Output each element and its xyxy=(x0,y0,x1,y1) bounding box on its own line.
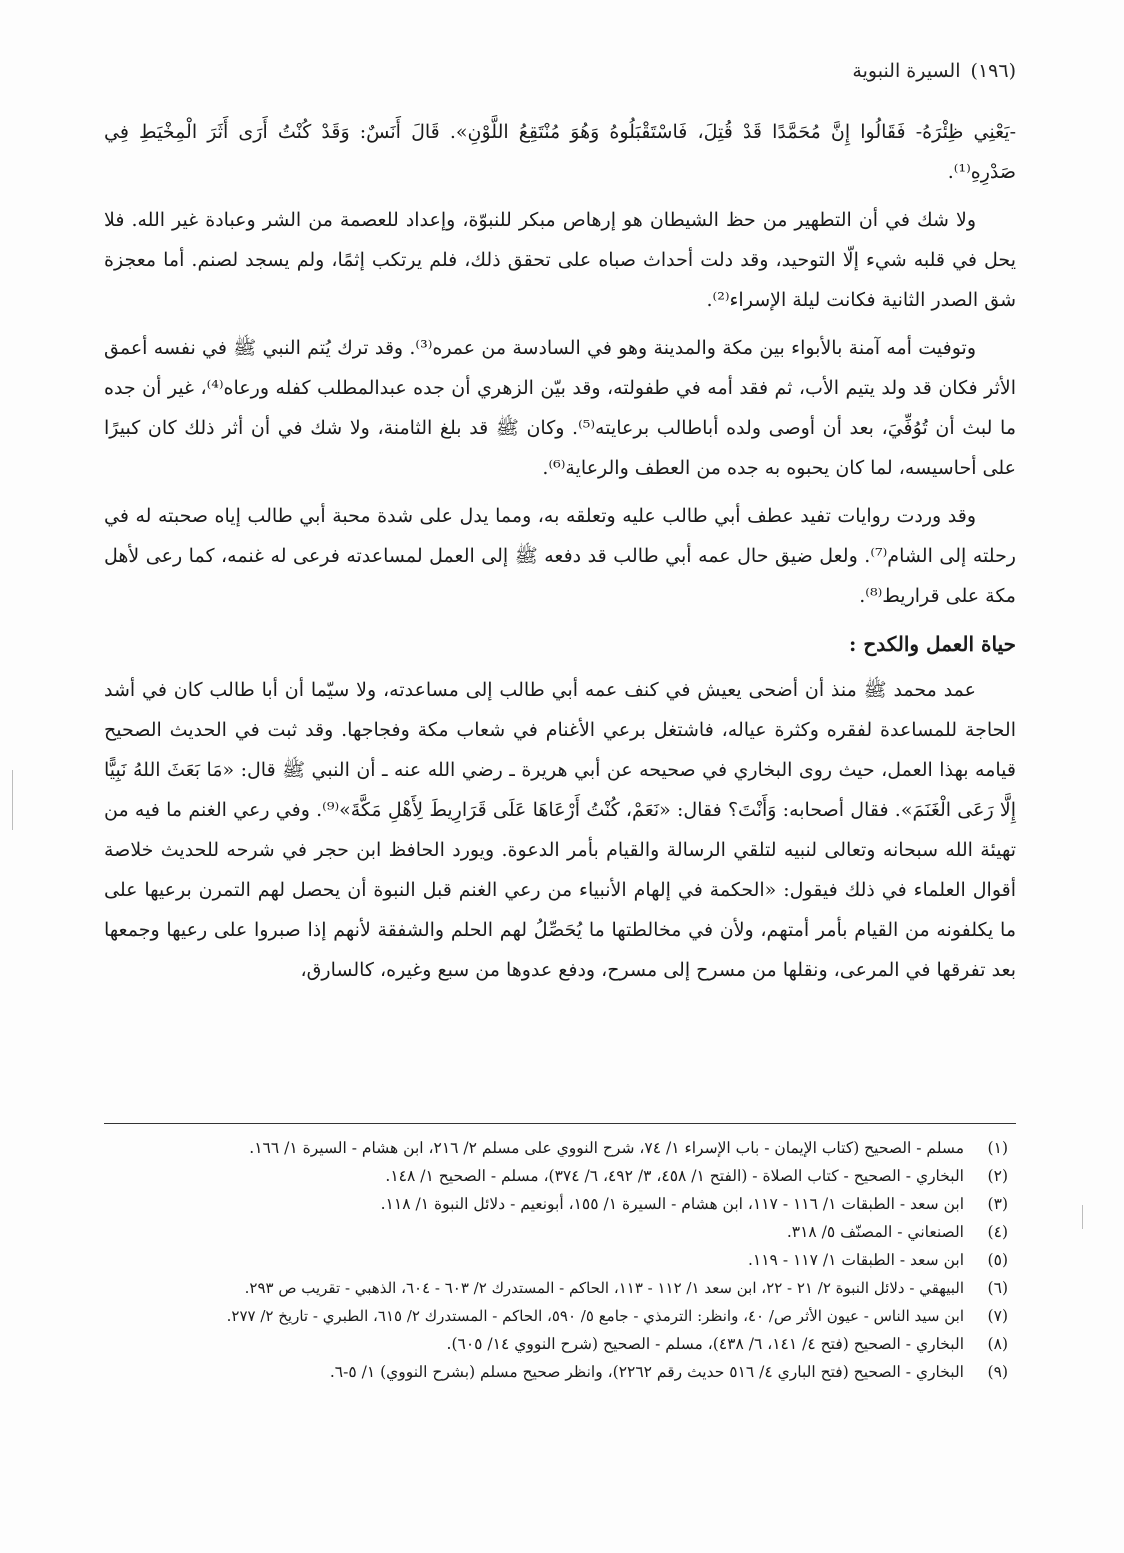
footnote-text: البخاري - الصحيح (فتح الباري ٤/ ٥١٦ حديث رقم ٢٢٦٢)، وانظر صحيح مسلم (بشرح النووي) ١/ ٥-٦. xyxy=(329,1363,964,1381)
footnote-text: البيهقي - دلائل النبوة ٢/ ٢١ - ٢٢، ابن سعد ١/ ١١٢ - ١١٣، الحاكم - المستدرك ٢/ ٦٠٣ - ٦٠٤، الذهبي - تقريب ص ٢٩٣. xyxy=(244,1279,964,1297)
footnote-number: (٥) xyxy=(987,1251,1008,1269)
footnote-number: (٧) xyxy=(987,1307,1008,1325)
scan-mark xyxy=(12,770,13,830)
section-heading: حياة العمل والكدح : xyxy=(848,632,1016,656)
footnote-text: الصنعاني - المصنّف ٥/ ٣١٨. xyxy=(786,1223,964,1241)
footnote-text: ابن سعد - الطبقات ١/ ١١٦ - ١١٧، ابن هشام - السيرة ١/ ١٥٥، أبونعيم - دلائل النبوة ١/ ١١٨. xyxy=(380,1195,964,1213)
footnote-1 xyxy=(104,1134,1016,1162)
footnote-4 xyxy=(104,1218,1016,1246)
footnote-separator xyxy=(104,1123,1016,1124)
footnote-text: مسلم - الصحيح (كتاب الإيمان - باب الإسراء ١/ ٧٤، شرح النووي على مسلم ٢/ ٢١٦، ابن هشام - السيرة ١/ ١٦٦. xyxy=(249,1139,964,1157)
footnote-number: (٩) xyxy=(987,1363,1008,1381)
main-text xyxy=(104,112,1016,998)
footnote-number: (٦) xyxy=(987,1279,1008,1297)
footnote-number: (٤) xyxy=(987,1223,1008,1241)
footnote-number: (٢) xyxy=(987,1167,1008,1185)
page-number: (١٩٦) xyxy=(970,60,1016,82)
running-header xyxy=(852,58,1016,84)
paragraph-2: ولا شك في أن التطهير من حظ الشيطان هو إرهاص مبكر للنبوّة، وإعداد للعصمة من الشر وعبادة غير الله. فلا يحل في قلبه شيء إلّا التوحيد، وقد دلت أحداث صباه على تحقق ذلك، فلم يرتكب إثمًا، ولم يسجد لصنم. أما معجزة شق الصدر الثانية فكانت ليلة الإسراء⁽²⁾. xyxy=(104,209,1016,311)
footnote-text: البخاري - الصحيح (فتح ٤/ ١٤١، ٦/ ٤٣٨)، مسلم - الصحيح (شرح النووي ١٤/ ٦٠٥). xyxy=(446,1335,964,1353)
footnote-2 xyxy=(104,1162,1016,1190)
paragraph-1: -يَعْنِي ظِئْرَهُ- فَقَالُوا إِنَّ مُحَمَّدًا قَدْ قُتِلَ، فَاسْتَقْبَلُوهُ وَهُوَ مُنْتَقِعُ اللَّوْنِ». قَالَ أَنَسٌ: وَقَدْ كُنْتُ أَرَى أَثَرَ الْمِخْيَطِ فِي صَدْرِهِ⁽¹⁾. xyxy=(104,121,1016,183)
book-title: السيرة النبوية xyxy=(852,60,961,82)
footnote-5 xyxy=(104,1246,1016,1274)
footnote-text: البخاري - الصحيح - كتاب الصلاة - (الفتح ١/ ٤٥٨، ٣/ ٤٩٢، ٦/ ٣٧٤)، مسلم - الصحيح ١/ ١٤٨. xyxy=(385,1167,964,1185)
footnote-8 xyxy=(104,1330,1016,1358)
footnote-text: ابن سيد الناس - عيون الأثر ص/ ٤٠، وانظر: الترمذي - جامع ٥/ ٥٩٠، الحاكم - المستدرك ٢/ ٦١٥، الطبري - تاريخ ٢/ ٢٧٧. xyxy=(226,1307,964,1325)
footnote-7 xyxy=(104,1302,1016,1330)
footnote-6 xyxy=(104,1274,1016,1302)
footnote-3 xyxy=(104,1190,1016,1218)
footnotes xyxy=(104,1134,1016,1386)
footnote-number: (٨) xyxy=(987,1335,1008,1353)
paragraph-3: وتوفيت أمه آمنة بالأبواء بين مكة والمدينة وهو في السادسة من عمره⁽³⁾. وقد ترك يُتم النبي ﷺ في نفسه أعمق الأثر فكان قد ولد يتيم الأب، ثم فقد أمه في طفولته، وقد بيّن الزهري أن جده عبدالمطلب كفله ورعاه⁽⁴⁾، غير أن جده ما لبث أن تُوُفِّيَ، بعد أن أوصى ولده أباطالب برعايته⁽⁵⁾. وكان ﷺ قد بلغ الثامنة، ولا شك في أن أثر ذلك كان كبيرًا على أحاسيسه، لما كان يحبوه به جده من العطف والرعاية⁽⁶⁾. xyxy=(104,337,1016,479)
scan-mark xyxy=(1082,1205,1083,1229)
footnote-text: ابن سعد - الطبقات ١/ ١١٧ - ١١٩. xyxy=(747,1251,964,1269)
footnote-number: (٣) xyxy=(987,1195,1008,1213)
footnote-number: (١) xyxy=(987,1139,1008,1157)
paragraph-5: عمد محمد ﷺ منذ أن أضحى يعيش في كنف عمه أبي طالب إلى مساعدته، ولا سيّما أن أبا طالب كان في أشد الحاجة للمساعدة لفقره وكثرة عياله، فاشتغل برعي الأغنام في شعاب مكة وفجاجها. وقد ثبت في الحديث الصحيح قيامه بهذا العمل، حيث روى البخاري في صحيحه عن أبي هريرة ـ رضي الله عنه ـ أن النبي ﷺ قال: «مَا بَعَثَ اللهُ نَبِيًّا إِلَّا رَعَى الْغَنَمَ». فقال أصحابه: وَأَنْتَ؟ فقال: «نَعَمْ، كُنْتُ أَرْعَاهَا عَلَى قَرَارِيطَ لِأَهْلِ مَكَّةَ»⁽⁹⁾. وفي رعي الغنم ما فيه من تهيئة الله سبحانه وتعالى لنبيه لتلقي الرسالة والقيام بأمر الدعوة. ويورد الحافظ ابن حجر في شرحه للحديث خلاصة أقوال العلماء في ذلك فيقول: «الحكمة في إلهام الأنبياء من رعي الغنم قبل النبوة أن يحصل لهم التمرن برعيها على ما يكلفونه من القيام بأمر أمتهم، ولأن في مخالطتها ما يُحَصِّلُ لهم الحلم والشفقة لأنهم إذا صبروا على رعيها وجمعها بعد تفرقها في المرعى، ونقلها من مسرح إلى مسرح، ودفع عدوها من سبع وغيره، كالسارق، xyxy=(104,679,1017,981)
paragraph-4: وقد وردت روايات تفيد عطف أبي طالب عليه وتعلقه به، ومما يدل على شدة محبة أبي طالب إياه صحبته له في رحلته إلى الشام⁽⁷⁾. ولعل ضيق حال عمه أبي طالب قد دفعه ﷺ إلى العمل لمساعدته فرعى له غنمه، كما رعى لأهل مكة على قراريط⁽⁸⁾. xyxy=(104,505,1016,607)
footnote-9 xyxy=(104,1358,1016,1386)
